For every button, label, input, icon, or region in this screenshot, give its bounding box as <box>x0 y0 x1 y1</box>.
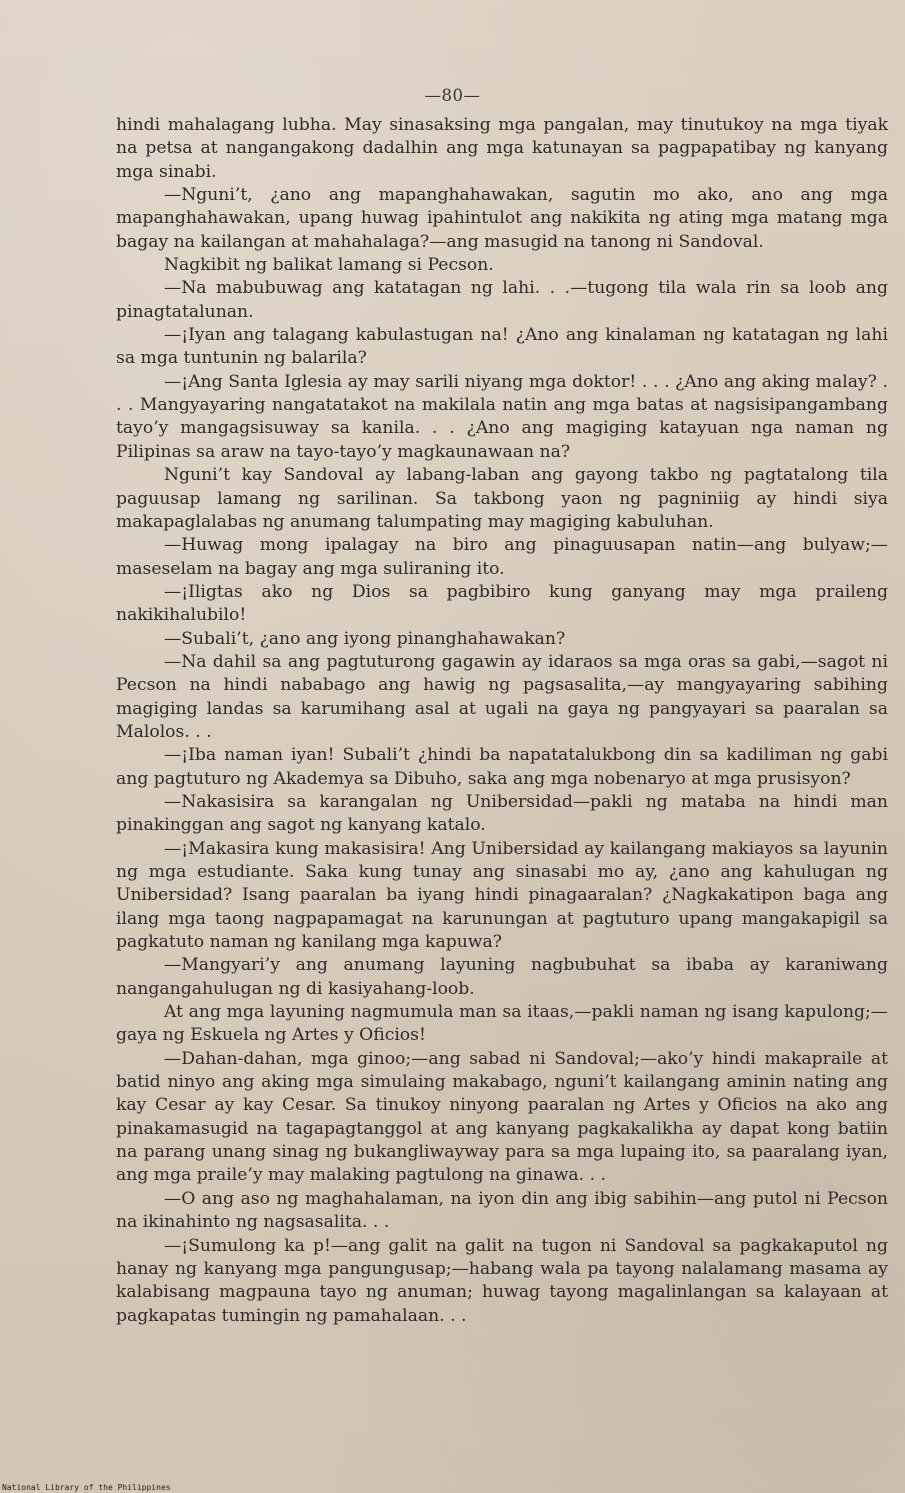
paragraph: —¡Iyan ang talagang kabulastugan na! ¿Ano ang kinalaman ng katatagan ng lahi sa mga tuntunin ng balarila? <box>116 325 888 369</box>
paragraph: Nguni’t kay Sandoval ay labang-laban ang gayong takbo ng pagtatalong tila paguusap lamang ng sarilinan. Sa takbong yaon ng pagniniig ay hindi siya makapaglalabas ng anumang talumpating may magiging kabuluhan. <box>116 465 888 532</box>
paragraph: —¡Sumulong ka p!—ang galit na galit na tugon ni Sandoval sa pagkakaputol ng hanay ng kanyang mga pangungusap;—habang wala pa tayong nalalamang masama ay kalabisang magpauna tayo ng anuman; huwag tayong magalinlangan sa kalayaan at pagkapatas tumingin ng pamahalaan. . . <box>116 1235 888 1326</box>
library-watermark: National Library of the Philippines <box>2 1483 171 1492</box>
page-number: —80— <box>424 86 481 105</box>
paragraph: —Mangyari’y ang anumang layuning nagbubuhat sa ibaba ay karaniwang nangangahulugan ng di kasiyahang-loob. <box>116 955 888 999</box>
paragraph: —¡Iligtas ako ng Dios sa pagbibiro kung ganyang may mga praileng nakikihalubilo! <box>116 581 888 626</box>
paragraph: —¡Makasira kung makasisira! Ang Unibersidad ay kailangang makiayos sa layunin ng mga estudiante. Saka kung tunay ang sinasabi mo ay, ¿ano ang kahulugan ng Unibersidad? Isang paaralan ba iyang hindi pinagaaralan? ¿Nagkakatipon baga ang ilang mga taong nagpapamagat na karunungan at pagtuturo upang mangakapigil sa pagkatuto naman ng kanilang mga kapuwa? <box>116 838 888 953</box>
paragraph: —Nakasisira sa karangalan ng Unibersidad—pakli ng mataba na hindi man pinakinggan ang sagot ng kanyang katalo. <box>116 791 888 836</box>
paragraph: hindi mahalagang lubha. May sinasaksing mga pangalan, may tinutukoy na mga tiyak na petsa at nangangakong dadalhin ang mga katunayan sa pagpapatibay ng kanyang mga sinabi. <box>116 115 888 182</box>
paragraph: —¡Iba naman iyan! Subali’t ¿hindi ba napatatalukbong din sa kadiliman ng gabi ang pagtuturo ng Akademya sa Dibuho, saka ang mga nobenaryo at mga prusisyon? <box>116 745 888 789</box>
paragraph: —O ang aso ng maghahalaman, na iyon din ang ibig sabihin—ang putol ni Pecson na ikinahinto ng nagsasalita. . . <box>116 1188 888 1233</box>
paragraph: At ang mga layuning nagmumula man sa itaas,—pakli naman ng isang kapulong;—gaya ng Eskuela ng Artes y Oficios! <box>116 1002 888 1046</box>
paragraph: —¡Ang Santa Iglesia ay may sarili niyang mga doktor! . . . ¿Ano ang aking malay? . . . Mangyayaring nangatatakot na makilala natin ang mga batas at nagsisipangambang tayo’y mangagsisuway sa kanila. . . ¿Ano ang magiging katayuan nga naman ng Pilipinas sa araw na tayo-tayo’y magkaunawaan na? <box>116 371 888 462</box>
paragraph: Nagkibit ng balikat lamang si Pecson. <box>164 255 494 276</box>
paragraph: —Na dahil sa ang pagtuturong gagawin ay idaraos sa mga oras sa gabi,—sagot ni Pecson na hindi nababago ang hawig ng pagsasalita,—ay mangyayaring sabihing magiging landas sa karumihang asal at ugali na gaya ng pangyayari sa paaralan sa Malolos. . . <box>116 651 888 742</box>
paragraph: —Na mabubuwag ang katatagan ng lahi. . .—tugong tila wala rin sa loob ang pinagtatalunan. <box>116 278 888 322</box>
page-text-body <box>116 114 888 1328</box>
paragraph: —Nguni’t, ¿ano ang mapanghahawakan, sagutin mo ako, ano ang mga mapanghahawakan, upang huwag ipahintulot ang nakikita ng ating mga matang mga bagay na kailangan at mahahalaga?—ang masugid na tanong ni Sandoval. <box>116 185 888 252</box>
paragraph: —Dahan-dahan, mga ginoo;—ang sabad ni Sandoval;—ako’y hindi makapraile at batid ninyo ang aking mga simulaing makabago, nguni’t kailangang aminin nating ang kay Cesar ay kay Cesar. Sa tinukoy ninyong paaralan ng Artes y Oficios na ako ang pinakamasugid na tagapagtanggol at ang kanyang pagkakalikha ay dapat kong batiin na parang unang sinag ng bukangliwayway para sa mga lupaing ito, sa paaralang iyan, ang mga praile’y may malaking pagtulong na ginawa. . . <box>116 1048 888 1186</box>
paragraph: —Subali’t, ¿ano ang iyong pinanghahawakan? <box>164 628 566 649</box>
paragraph: —Huwag mong ipalagay na biro ang pinaguusapan natin—ang bulyaw;—maseselam na bagay ang mga suliraning ito. <box>116 535 888 579</box>
